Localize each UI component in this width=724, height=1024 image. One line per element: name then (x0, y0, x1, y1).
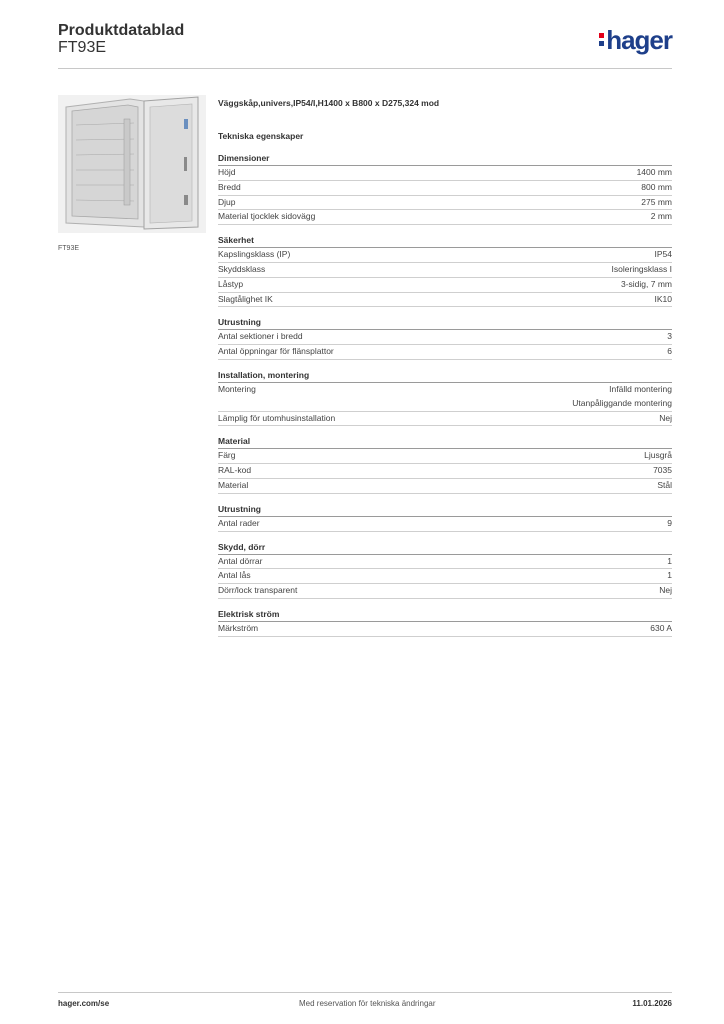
spec-row (218, 263, 672, 278)
logo-dot-blue (599, 41, 604, 46)
footer-date: 11.01.2026 (632, 999, 672, 1008)
spec-value (621, 278, 672, 292)
spec-row (218, 517, 672, 532)
section-title: Material (218, 434, 672, 449)
spec-label: Kapslingsklass (IP) (218, 249, 291, 260)
spec-value (572, 383, 672, 411)
cabinet-image (58, 95, 206, 233)
spec-section (218, 434, 672, 493)
spec-row (218, 293, 672, 308)
spec-label: Material (218, 479, 249, 490)
cabinet-illustration (58, 95, 206, 233)
product-code: FT93E (58, 39, 107, 56)
spec-value (667, 330, 672, 344)
spec-row (218, 584, 672, 599)
spec-section (218, 607, 672, 637)
spec-label: Höjd (218, 167, 236, 177)
spec-section (218, 233, 672, 307)
spec-value-line: Isoleringsklass I (611, 263, 672, 274)
product-description: Väggskåp,univers,IP54/I,H1400 x B800 x D275,324 mod (218, 98, 440, 108)
spec-value-line: 275 mm (641, 196, 672, 207)
footer-divider (58, 992, 672, 993)
spec-row (218, 210, 672, 225)
spec-label: Skyddsklass (218, 263, 266, 274)
spec-value (667, 555, 672, 569)
spec-row (218, 555, 672, 570)
spec-value (650, 622, 672, 636)
spec-label: Bredd (218, 181, 241, 192)
spec-section (218, 315, 672, 360)
spec-row (218, 383, 672, 412)
specs-heading: Tekniska egenskaper (218, 131, 304, 141)
spec-row (218, 248, 672, 263)
spec-value (641, 196, 672, 210)
section-title: Skydd, dörr (218, 540, 672, 555)
spec-row (218, 345, 672, 360)
spec-value-line: 1 (667, 570, 672, 581)
spec-value (637, 166, 672, 180)
spec-row (218, 330, 672, 345)
page-title: Produktdatablad (58, 22, 185, 39)
spec-value-line: IK10 (654, 293, 672, 304)
spec-section (218, 368, 672, 426)
spec-label: Antal rader (218, 517, 260, 528)
spec-label: Slagtålighet IK (218, 293, 273, 304)
spec-row (218, 449, 672, 464)
spec-value-line: Infälld montering (609, 383, 672, 394)
spec-value (641, 181, 672, 195)
section-title: Dimensioner (218, 151, 672, 166)
spec-value-line: 630 A (650, 622, 672, 633)
spec-value-line: 3 (667, 331, 672, 342)
spec-value (612, 263, 672, 277)
spec-row (218, 166, 672, 181)
section-title: Elektrisk ström (218, 607, 672, 622)
spec-label: Färg (218, 450, 236, 461)
spec-section (218, 502, 672, 532)
spec-value-line: 1400 mm (636, 167, 672, 177)
spec-row (218, 464, 672, 479)
hager-logo (599, 27, 672, 53)
spec-row (218, 412, 672, 427)
spec-row (218, 479, 672, 494)
spec-label: Antal öppningar för flänsplattor (218, 346, 334, 357)
spec-row (218, 569, 672, 584)
spec-row (218, 622, 672, 637)
logo-dots-icon (599, 33, 604, 49)
spec-value (659, 584, 672, 598)
spec-label: Antal lås (218, 570, 251, 581)
spec-value-line: Nej (659, 412, 672, 423)
spec-value (657, 479, 672, 493)
logo-dot-red (599, 33, 604, 38)
spec-value-line: 2 mm (650, 211, 672, 222)
header-divider (58, 68, 672, 69)
spec-value (667, 345, 672, 359)
section-title: Utrustning (218, 502, 672, 517)
spec-value-line: 6 (667, 346, 672, 357)
section-title: Säkerhet (218, 233, 672, 248)
spec-value-line: 800 mm (641, 181, 672, 192)
spec-label: Djup (218, 196, 236, 207)
spec-label: Antal sektioner i bredd (218, 331, 303, 342)
spec-value-line: Ljusgrå (644, 450, 672, 461)
spec-value-line: Utanpåliggande montering (572, 397, 672, 408)
spec-content (218, 96, 672, 637)
spec-label: Material tjocklek sidovägg (218, 211, 316, 222)
spec-value (651, 210, 672, 224)
spec-value (659, 412, 672, 426)
spec-label: Montering (218, 383, 256, 394)
spec-value-line: Stål (657, 479, 672, 490)
footer-disclaimer: Med reservation för tekniska ändringar (299, 999, 436, 1008)
spec-section (218, 151, 672, 225)
section-title: Utrustning (218, 315, 672, 330)
spec-value (667, 569, 672, 583)
spec-value (655, 248, 673, 262)
spec-label: Antal dörrar (218, 555, 263, 566)
spec-value-line: 3-sidig, 7 mm (620, 278, 672, 289)
spec-value-line: 1 (667, 555, 672, 566)
spec-value-line: IP54 (654, 249, 672, 260)
spec-row (218, 181, 672, 196)
logo-text: hager (606, 25, 672, 55)
section-title: Installation, montering (218, 368, 672, 383)
spec-row (218, 278, 672, 293)
spec-label: Märkström (218, 622, 259, 633)
spec-label: Låstyp (218, 278, 244, 289)
spec-value (653, 464, 672, 478)
spec-label: RAL-kod (218, 465, 252, 476)
spec-value (655, 293, 673, 307)
spec-value (644, 449, 672, 463)
spec-value (667, 517, 672, 531)
spec-value-line: 7035 (653, 465, 672, 476)
footer-website: hager.com/se (58, 999, 110, 1008)
spec-value-line: Nej (659, 585, 672, 596)
spec-section (218, 540, 672, 599)
spec-value-line: 9 (667, 517, 672, 528)
spec-label: Dörr/lock transparent (218, 585, 298, 596)
spec-sections (218, 151, 672, 637)
spec-label: Lämplig för utomhusinstallation (218, 412, 336, 423)
image-caption: FT93E (58, 245, 80, 252)
spec-row (218, 196, 672, 211)
